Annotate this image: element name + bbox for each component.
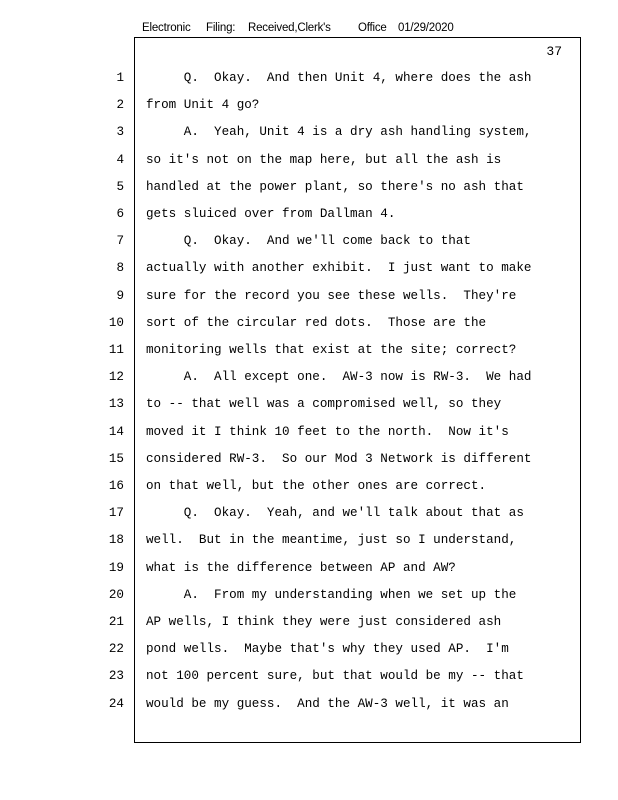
line-number: 9 [116, 288, 124, 303]
transcript-line [0, 234, 618, 261]
line-number: 15 [108, 451, 124, 466]
line-text: what is the difference between AP and AW? [146, 560, 456, 575]
line-text: A. From my understanding when we set up the [146, 587, 517, 602]
line-number: 21 [108, 615, 124, 629]
line-number: 16 [108, 479, 124, 493]
line-number: 5 [116, 179, 124, 194]
line-text: A. All except one. AW-3 now is RW-3. We had [146, 370, 532, 385]
line-number: 20 [108, 587, 124, 602]
transcript-line [0, 533, 618, 560]
page-number: 37 [546, 44, 562, 59]
transcript-line [0, 98, 618, 125]
line-text: gets sluiced over from Dallman 4. [146, 207, 396, 221]
line-text: sort of the circular red dots. Those are the [146, 315, 487, 330]
transcript-line [0, 506, 618, 533]
line-number: 23 [108, 669, 124, 684]
line-text: monitoring wells that exist at the site; correct? [146, 343, 517, 357]
transcript-line [0, 261, 618, 288]
line-text: on that well, but the other ones are correct. [146, 479, 487, 493]
transcript-line [0, 153, 618, 180]
line-number: 18 [108, 533, 124, 548]
line-number: 19 [108, 560, 124, 575]
line-text: well. But in the meantime, just so I understand, [146, 533, 517, 548]
line-number: 11 [108, 343, 124, 357]
line-number: 8 [116, 261, 124, 276]
line-text: AP wells, I think they were just considered ash [146, 615, 502, 629]
transcript-line [0, 452, 618, 479]
line-text: to -- that well was a compromised well, so they [146, 397, 502, 412]
header-received: Received,Clerk's [248, 22, 331, 34]
line-text: so it's not on the map here, but all the ash is [146, 152, 502, 167]
transcript-line [0, 697, 618, 724]
transcript-line [0, 479, 618, 506]
line-text: handled at the power plant, so there's no ash that [146, 179, 524, 194]
line-text: moved it I think 10 feet to the north. Now it's [146, 424, 509, 439]
line-text: A. Yeah, Unit 4 is a dry ash handling system, [146, 125, 532, 140]
line-number: 13 [108, 397, 124, 412]
transcript-line [0, 642, 618, 669]
line-number: 7 [116, 234, 124, 249]
line-text: Q. Okay. And we'll come back to that [146, 234, 471, 249]
line-text: considered RW-3. So our Mod 3 Network is different [146, 451, 532, 466]
header-office: Office [358, 22, 387, 34]
line-number: 6 [116, 207, 124, 221]
line-number: 3 [116, 125, 124, 140]
transcript-line [0, 397, 618, 424]
line-number: 24 [108, 696, 124, 711]
header-filing: Filing: [206, 22, 236, 34]
filing-header [142, 22, 454, 34]
header-electronic: Electronic [142, 22, 191, 34]
line-number: 10 [108, 315, 124, 330]
transcript-line [0, 71, 618, 98]
transcript-line [0, 370, 618, 397]
transcript-line [0, 343, 618, 370]
line-text: would be my guess. And the AW-3 well, it was an [146, 696, 509, 711]
line-number: 22 [108, 642, 124, 657]
line-text: Q. Okay. Yeah, and we'll talk about that as [146, 506, 524, 521]
line-number: 1 [116, 71, 124, 85]
line-number: 2 [116, 98, 124, 113]
transcript-line [0, 588, 618, 615]
transcript-line [0, 425, 618, 452]
line-text: not 100 percent sure, but that would be my -- that [146, 669, 524, 684]
transcript-line [0, 561, 618, 588]
transcript-line [0, 669, 618, 696]
line-number: 12 [108, 370, 124, 385]
transcript-line [0, 316, 618, 343]
line-text: pond wells. Maybe that's why they used AP. I'm [146, 642, 509, 657]
line-text: Q. Okay. And then Unit 4, where does the ash [146, 71, 532, 85]
transcript-line [0, 180, 618, 207]
transcript-line [0, 289, 618, 316]
line-number: 4 [116, 152, 124, 167]
line-text: sure for the record you see these wells. They're [146, 288, 517, 303]
line-number: 17 [108, 506, 124, 521]
line-text: actually with another exhibit. I just want to make [146, 261, 532, 276]
line-number: 14 [108, 424, 124, 439]
transcript-line [0, 207, 618, 234]
transcript-line [0, 125, 618, 152]
transcript-line [0, 615, 618, 642]
header-date: 01/29/2020 [398, 22, 454, 34]
line-text: from Unit 4 go? [146, 98, 260, 113]
